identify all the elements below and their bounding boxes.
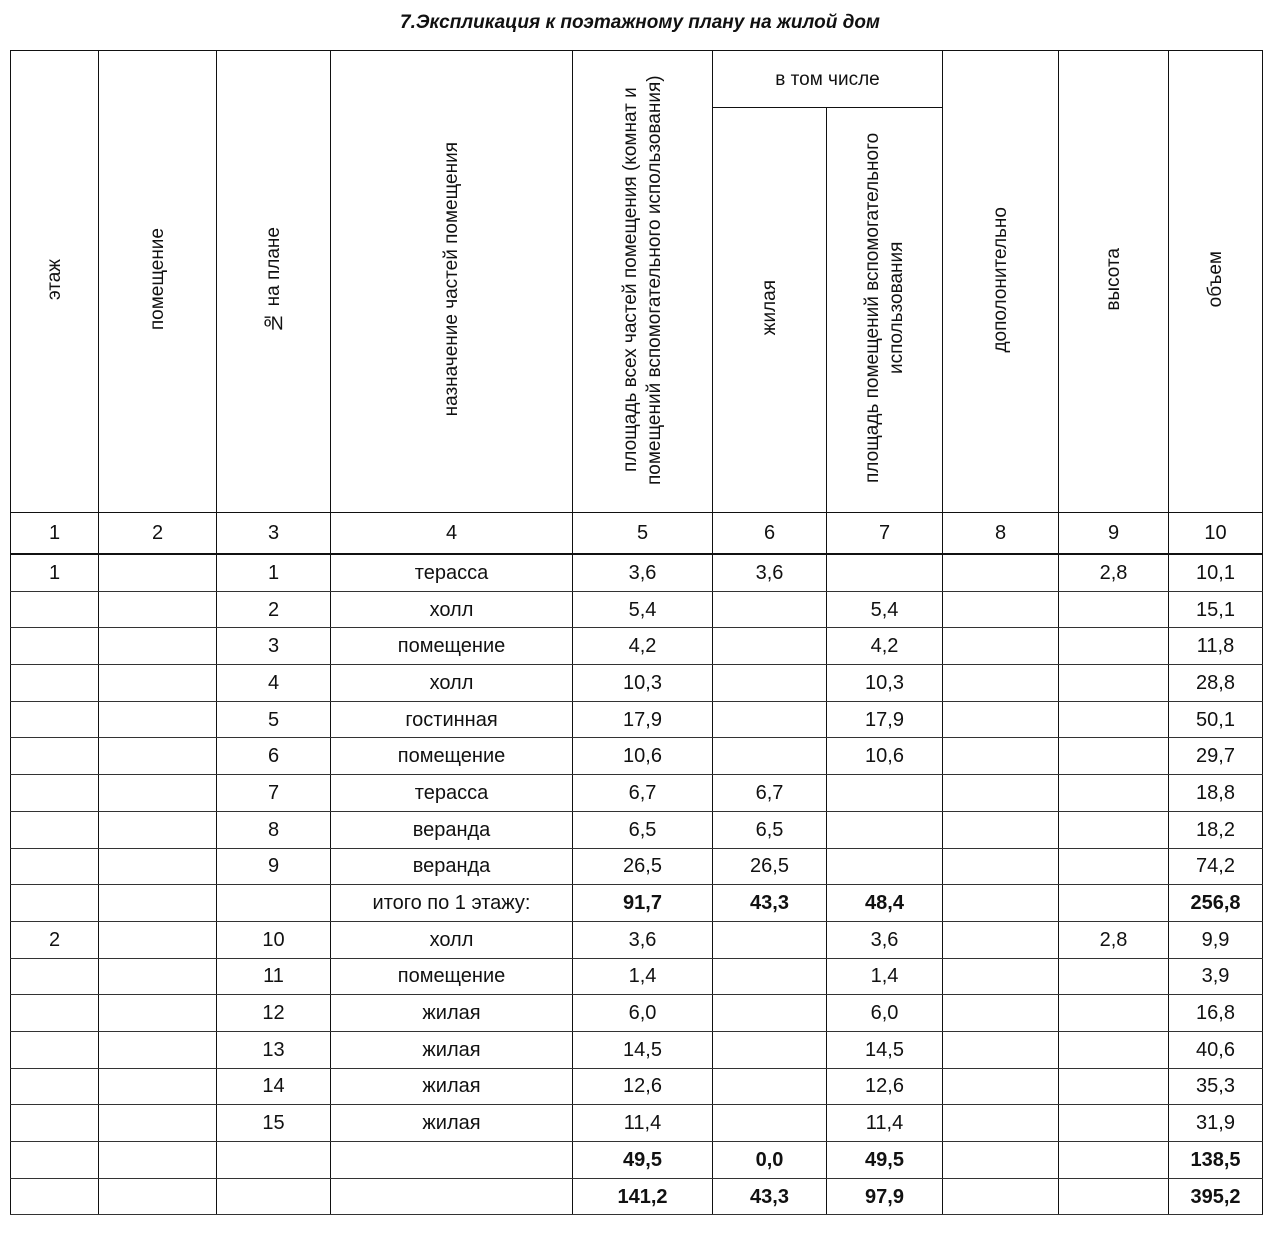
table-cell [713,1068,827,1105]
table-cell: 3,6 [827,921,943,958]
table-cell [99,885,217,922]
table-row [11,775,1263,812]
table-cell [1059,738,1169,775]
table-cell [11,591,99,628]
table-cell [1059,995,1169,1032]
table-cell: 11,8 [1169,628,1263,665]
column-numbers-row [11,513,1263,555]
table-cell: терасса [331,554,573,591]
table-cell [827,775,943,812]
table-cell: 6,7 [713,775,827,812]
table-cell [1059,811,1169,848]
column-number: 6 [713,513,827,555]
table-cell [11,848,99,885]
table-cell: 3,9 [1169,958,1263,995]
table-cell: 74,2 [1169,848,1263,885]
table-cell: 49,5 [827,1142,943,1179]
table-cell [943,921,1059,958]
table-cell [11,1105,99,1142]
table-cell [11,1142,99,1179]
table-cell [1059,1068,1169,1105]
column-number: 10 [1169,513,1263,555]
table-row [11,885,1263,922]
table-cell [1059,775,1169,812]
table-row [11,628,1263,665]
table-cell: 6,7 [573,775,713,812]
table-cell: 18,8 [1169,775,1263,812]
table-cell: 17,9 [573,701,713,738]
table-cell: 11,4 [573,1105,713,1142]
table-cell [713,628,827,665]
table-cell: 5,4 [827,591,943,628]
table-cell: 1,4 [827,958,943,995]
table-cell [1059,1105,1169,1142]
table-cell: 10,1 [1169,554,1263,591]
header-additional: дополонительно [943,51,1059,513]
column-number: 5 [573,513,713,555]
column-number: 1 [11,513,99,555]
table-cell: 10,6 [827,738,943,775]
table-cell [11,1068,99,1105]
table-cell [99,665,217,702]
table-cell: 43,3 [713,1178,827,1215]
table-cell [943,1142,1059,1179]
table-cell [943,628,1059,665]
table-cell: 3,6 [573,554,713,591]
table-cell: 50,1 [1169,701,1263,738]
table-cell: веранда [331,848,573,885]
table-cell [943,738,1059,775]
table-cell: 1 [217,554,331,591]
table-cell [99,591,217,628]
table-cell [11,958,99,995]
table-cell: веранда [331,811,573,848]
table-cell: 2 [217,591,331,628]
table-cell: 10,3 [573,665,713,702]
table-row [11,701,1263,738]
table-cell: холл [331,921,573,958]
table-cell: 4,2 [827,628,943,665]
table-row [11,958,1263,995]
table-cell: 4,2 [573,628,713,665]
table-row [11,1105,1263,1142]
table-cell: 26,5 [713,848,827,885]
table-cell [713,995,827,1032]
table-cell [1059,628,1169,665]
table-cell: 14 [217,1068,331,1105]
table-cell: 6 [217,738,331,775]
table-cell: холл [331,665,573,702]
table-cell: 6,5 [713,811,827,848]
table-cell: 3,6 [573,921,713,958]
table-cell [943,591,1059,628]
table-cell: 14,5 [573,1031,713,1068]
table-cell [1059,701,1169,738]
column-number: 9 [1059,513,1169,555]
table-cell [943,1031,1059,1068]
table-cell: 97,9 [827,1178,943,1215]
table-cell [943,1178,1059,1215]
table-cell [943,885,1059,922]
table-cell: 256,8 [1169,885,1263,922]
table-cell [99,995,217,1032]
table-row [11,1031,1263,1068]
table-cell: 13 [217,1031,331,1068]
table-cell: 16,8 [1169,995,1263,1032]
document-title: 7.Экспликация к поэтажному плану на жилой дом [400,12,880,33]
header-purpose: назначение частей помещения [331,51,573,513]
table-cell [11,995,99,1032]
table-cell [11,738,99,775]
table-cell [11,885,99,922]
table-cell [11,775,99,812]
table-cell: 31,9 [1169,1105,1263,1142]
table-cell [99,628,217,665]
table-cell [713,958,827,995]
table-cell: жилая [331,1105,573,1142]
table-cell [713,591,827,628]
header-including: в том числе [713,51,943,108]
table-cell: 138,5 [1169,1142,1263,1179]
table-cell [943,958,1059,995]
table-cell [713,921,827,958]
table-cell: 4 [217,665,331,702]
table-cell [1059,591,1169,628]
table-cell: 395,2 [1169,1178,1263,1215]
table-cell: 141,2 [573,1178,713,1215]
table-cell: 28,8 [1169,665,1263,702]
header-volume: объем [1169,51,1263,513]
table-cell [331,1142,573,1179]
table-cell: холл [331,591,573,628]
header-room: помещение [99,51,217,513]
table-cell: 5 [217,701,331,738]
table-cell [99,1178,217,1215]
header-floor: этаж [11,51,99,513]
table-cell: 1 [11,554,99,591]
column-number: 3 [217,513,331,555]
table-cell [217,1142,331,1179]
header-living: жилая [713,108,827,513]
table-cell: жилая [331,995,573,1032]
table-cell [11,701,99,738]
table-cell [99,701,217,738]
header-auxiliary: площадь помещений вспомогательного использования [827,108,943,513]
table-cell [1059,1031,1169,1068]
table-cell [943,1068,1059,1105]
table-cell: 15 [217,1105,331,1142]
table-cell [713,665,827,702]
table-cell [713,738,827,775]
table-cell: 10 [217,921,331,958]
table-cell [99,811,217,848]
table-cell [99,738,217,775]
explication-table [10,50,1263,1215]
table-cell [943,775,1059,812]
table-cell: 6,5 [573,811,713,848]
table-row [11,848,1263,885]
table-cell [99,848,217,885]
table-cell: 7 [217,775,331,812]
table-cell [1059,958,1169,995]
table-cell: 2 [11,921,99,958]
table-cell [1059,1178,1169,1215]
table-cell: итого по 1 этажу: [331,885,573,922]
table-cell [11,1178,99,1215]
table-cell: 0,0 [713,1142,827,1179]
table-cell: 91,7 [573,885,713,922]
table-cell: 6,0 [827,995,943,1032]
table-cell [1059,1142,1169,1179]
table-cell [1059,665,1169,702]
table-cell: жилая [331,1031,573,1068]
table-cell [713,1031,827,1068]
table-cell: помещение [331,958,573,995]
table-cell [11,628,99,665]
table-cell: 3 [217,628,331,665]
table-cell: 49,5 [573,1142,713,1179]
column-number: 8 [943,513,1059,555]
table-cell: 8 [217,811,331,848]
table-row [11,995,1263,1032]
table-cell: 43,3 [713,885,827,922]
header-area-total: площадь всех частей помещения (комнат и помещений вспомогательного использования) [573,51,713,513]
table-cell: 9,9 [1169,921,1263,958]
table-cell: 15,1 [1169,591,1263,628]
table-cell [11,1031,99,1068]
table-cell: помещение [331,628,573,665]
table-cell: 1,4 [573,958,713,995]
table-cell [943,811,1059,848]
table-cell [943,665,1059,702]
table-cell: 10,6 [573,738,713,775]
table-cell: 29,7 [1169,738,1263,775]
column-number: 7 [827,513,943,555]
column-number: 4 [331,513,573,555]
table-cell [943,554,1059,591]
table-row [11,738,1263,775]
table-cell [99,1031,217,1068]
table-cell [827,811,943,848]
table-cell: 5,4 [573,591,713,628]
table-cell: 10,3 [827,665,943,702]
table-cell [827,848,943,885]
table-cell: 9 [217,848,331,885]
table-cell: 11,4 [827,1105,943,1142]
table-cell [11,811,99,848]
table-cell: 26,5 [573,848,713,885]
header-height: высота [1059,51,1169,513]
table-cell: 6,0 [573,995,713,1032]
table-cell: 3,6 [713,554,827,591]
table-cell: жилая [331,1068,573,1105]
table-cell [99,1142,217,1179]
table-row [11,554,1263,591]
table-cell: 14,5 [827,1031,943,1068]
header-plan-no: № на плане [217,51,331,513]
table-cell [99,775,217,812]
table-row [11,921,1263,958]
table-cell [943,701,1059,738]
table-cell: гостинная [331,701,573,738]
table-row [11,1142,1263,1179]
table-cell: 2,8 [1059,554,1169,591]
table-cell [943,995,1059,1032]
table-cell: 18,2 [1169,811,1263,848]
table-cell [217,885,331,922]
table-row [11,665,1263,702]
table-row [11,811,1263,848]
column-number: 2 [99,513,217,555]
table-cell: 35,3 [1169,1068,1263,1105]
header-row [11,51,1263,108]
table-row [11,1068,1263,1105]
table-cell: помещение [331,738,573,775]
table-cell [1059,885,1169,922]
table-cell [99,1105,217,1142]
table-cell [11,665,99,702]
table-cell [99,554,217,591]
table-cell [217,1178,331,1215]
table-cell [1059,848,1169,885]
table-cell: терасса [331,775,573,812]
table-row [11,1178,1263,1215]
table-cell [99,1068,217,1105]
table-cell: 12 [217,995,331,1032]
table-cell: 12,6 [827,1068,943,1105]
table-cell [331,1178,573,1215]
table-cell [99,958,217,995]
table-cell [99,921,217,958]
table-cell [713,701,827,738]
table-cell [713,1105,827,1142]
table-cell [827,554,943,591]
table-row [11,591,1263,628]
table-cell: 48,4 [827,885,943,922]
table-cell: 2,8 [1059,921,1169,958]
table-cell: 12,6 [573,1068,713,1105]
table-cell [943,848,1059,885]
table-cell: 40,6 [1169,1031,1263,1068]
table-cell [943,1105,1059,1142]
table-cell: 17,9 [827,701,943,738]
table-cell: 11 [217,958,331,995]
